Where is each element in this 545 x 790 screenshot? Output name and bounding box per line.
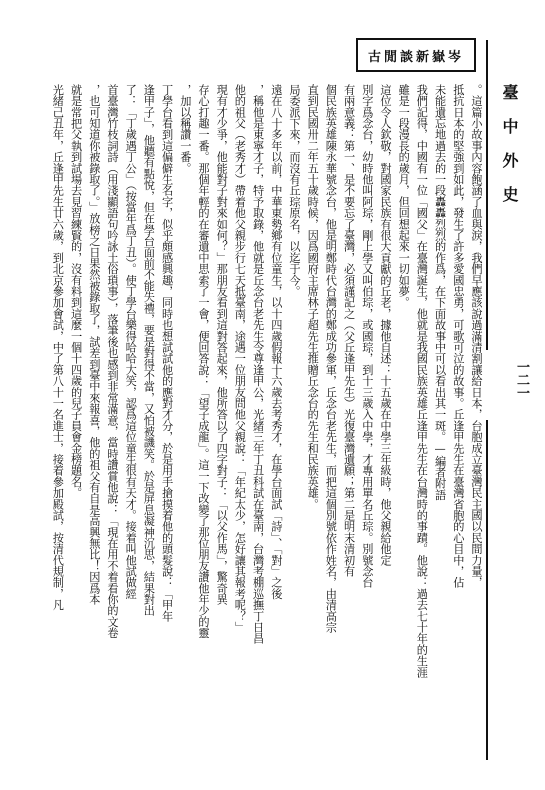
text-column: ，加以稱讚一番。 [178, 84, 192, 174]
text-column: 遠在八十多年以前，中華東勢鄉有位童生，以十四歲假報十六歲去考秀才，在學台面試「詩」、「對」之後 [269, 84, 283, 600]
vertical-rule-top [486, 40, 488, 350]
header-title: 古閒談新嶽岑 [367, 49, 464, 65]
text-column: 現有才少爭，他能對子對來如何？」那朋友看到這對答起來，他所答以了四字對子：「以父作馬」，驚奇異 [215, 84, 229, 605]
vertical-rule-bottom [486, 420, 488, 760]
text-column: 我們記得，中國有一位「國父」在臺灣誕生，他就是我國民族英雄丘逢甲先生在台灣時的事蹟。他說：過去七十年的生涯 [415, 84, 429, 678]
text-column: 有兩意義：第一、是不要忘了臺灣，必須謹記之（父丘逢甲先生）光復臺灣遺願；第二是明末清初有 [342, 84, 356, 577]
text-column: 。這篇小故事內容飽涵了血與淚，我們早應該說過滿清割讓給日本，台胞成立臺灣民主國以民間力量， [470, 84, 483, 588]
text-column: 丁學台看到這偏僻生名字，似乎頗感興趣，同時也想試試他的應對才分，於是用手搶摸着他的頭髮說：「甲年 [160, 84, 174, 622]
text-column: 他的祖父（老秀才）帶着他父親步行七天抵臺南，途遇一位朋友問他父親說：「年紀太少，怎好讓其報考呢？」 [233, 84, 247, 633]
text-column: 別字爲念台，幼時他叫阿琮，剛上學又叫伯琮，或國琮，到十三歲入中學，才專用單名丘琮。別號念台 [360, 84, 374, 588]
text-column: 抵抗日本的堅強到如此，發生了許多愛國忠勇，可歌可泣的故事。丘逢甲先生在臺灣省胞的心目中，佔 [451, 84, 465, 588]
text-column: 存心打趣一番。那個年輕的在審遺中思索了一會，便回答說：「望子成龍」。這一下改變了那位朋友讚他年少的靈 [197, 84, 210, 639]
text-column: 了：「丁歲遇丁公」（按當年爲丁丑）。使丁學台樂得哈哈大笑，認爲這位童生很有天才。接着叫他試做經 [124, 84, 138, 600]
text-column: ，也可知道你被錄取了。」放榜之日果然被錄取了，試差到臺中來報喜，他的祖父有自是高興無比！因爲本 [87, 84, 101, 605]
page-title: 臺中外史 [500, 84, 519, 220]
header-box [356, 38, 476, 72]
text-column: 逢甲子」，他聽有點悅，但在學台面前不能失禮，要是對得不當，又怕被譏笑。於是屏息凝神沉思，結果對出 [142, 84, 156, 616]
text-column: 雖是一段漫長的歲月，但回想起來一切如夢。 [397, 84, 411, 308]
text-column: ，稱他是東寧才子，特予取錄，他就是丘念台老先生令尊逢甲公，光緒三年丁丑科試在臺南，台灣考棚巡撫丁日昌 [251, 84, 265, 644]
text-column: 局委派下來，而沒有丘琮原名，以迄于今。 [288, 84, 301, 297]
text-column: 就是常把父執到試場去見習練賢的，沒有料到這麼一個十四歲的兒子員會金榜題名。 [69, 84, 83, 499]
text-column: 光緒己丑年，丘逢甲先生廿六歲，到北京參加會試，中了第八十一名進士，接着參加殿試，按清代規制，凡 [51, 84, 65, 611]
text-column: 個民族英雄陳永華號念台，他是明鄭時代台灣的鄭成功參軍，丘念台老先生，而把這個別號依作姓名，由清高宗 [324, 84, 338, 633]
text-column: 首臺灣竹枝詞詩（用淺顯語句吟詠土俗瑣事），落筆後也感到非常滿意，當時讚賞他說：「現在用不着看你的文卷 [106, 84, 119, 639]
text-column: 未能遺忘地過去的一段轟轟烈烈的作爲，在下面故事中可以看出其一斑。—編者附語 [433, 84, 447, 501]
text-column: 直到民國卅二年五十歲時候，因爲國府主席林子超先生推贈丘念台的先生和民族英雄。 [306, 84, 320, 510]
text-column: 這位令人欽敬，對國家民族有很大貢獻的丘老，據他自述：十五歲在中學三年級時，他父親給他定 [379, 84, 392, 566]
page-number: 一二一 [514, 360, 529, 399]
